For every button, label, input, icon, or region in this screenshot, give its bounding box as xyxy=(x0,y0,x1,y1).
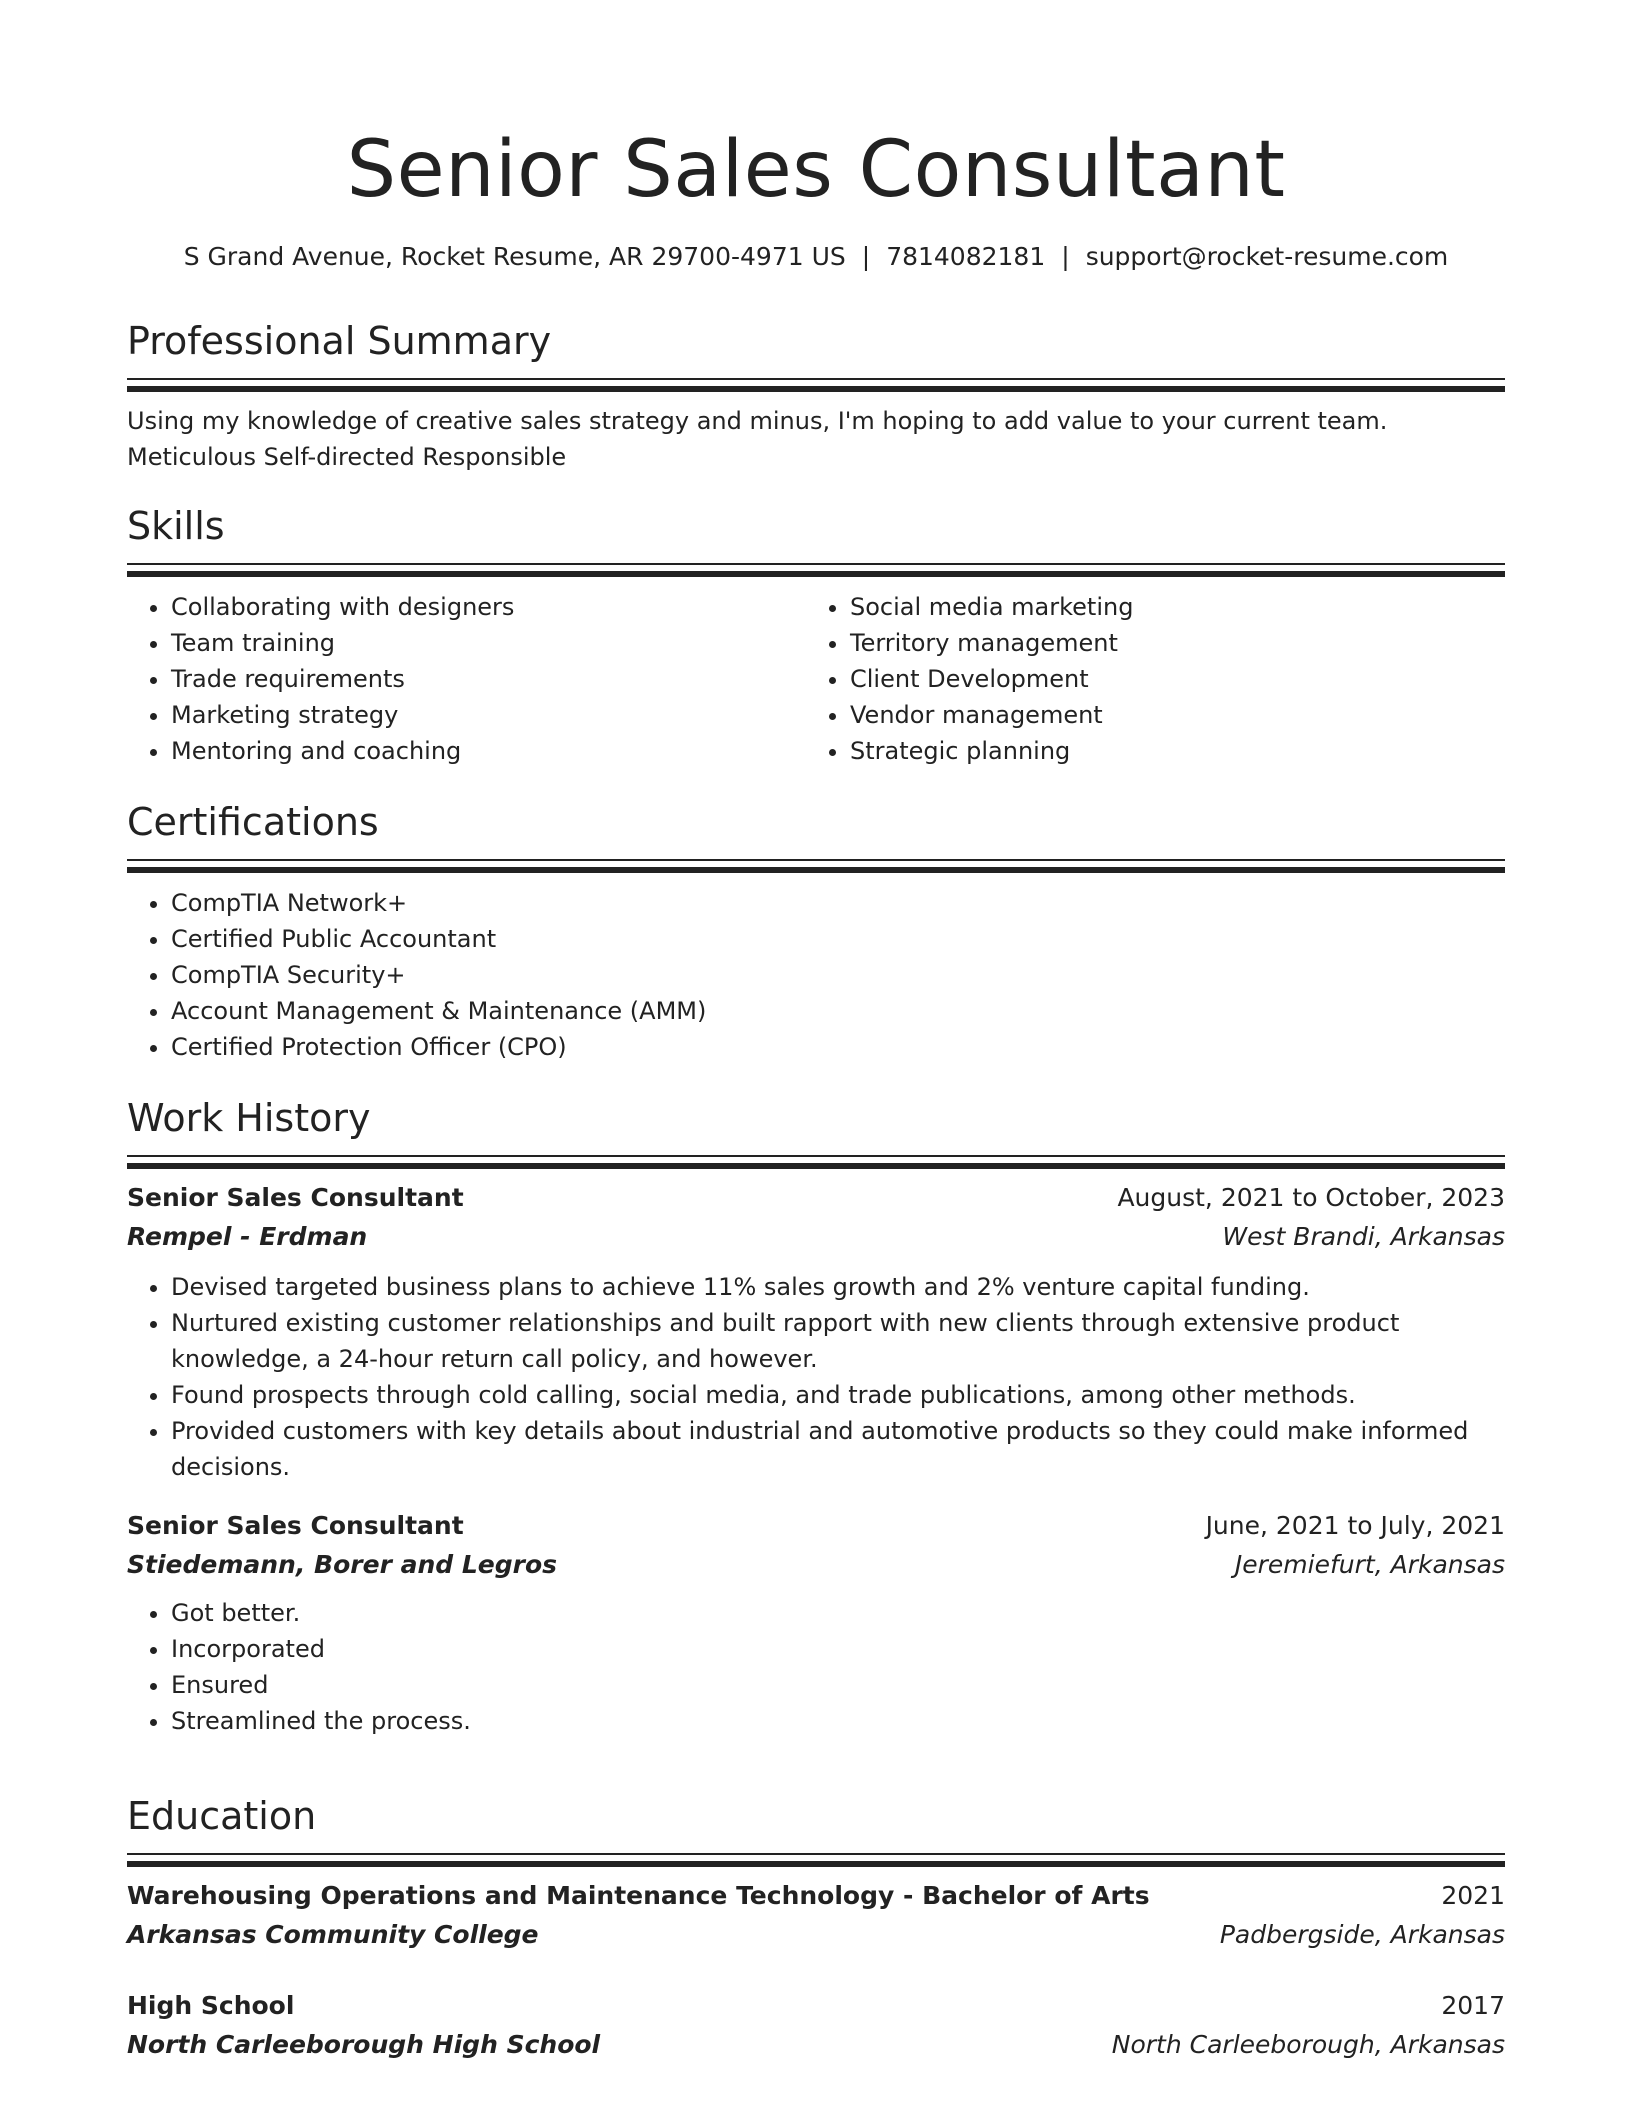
job-entry xyxy=(127,1507,1505,1739)
skill-item: • Marketing strategy xyxy=(171,697,806,733)
job-bullet: • Devised targeted business plans to achieve 11% sales growth and 2% venture capital funding. xyxy=(171,1269,1505,1305)
skill-item: • Vendor management xyxy=(850,697,1485,733)
section-divider xyxy=(127,563,1505,565)
job-bullets xyxy=(127,1269,1505,1485)
contact-address: S Grand Avenue, Rocket Resume, AR 29700-4971 US xyxy=(183,242,846,271)
section-divider xyxy=(127,386,1505,392)
certification-item: • Certified Protection Officer (CPO) xyxy=(171,1029,1505,1065)
contact-phone[interactable]: 7814082181 xyxy=(886,242,1046,271)
certification-item: • Certified Public Accountant xyxy=(171,921,1505,957)
job-location: Jeremiefurt, Arkansas xyxy=(1234,1550,1505,1579)
job-bullet: • Streamlined the process. xyxy=(171,1703,1505,1739)
contact-separator: | xyxy=(861,242,871,271)
section-title-summary: Professional Summary xyxy=(127,319,552,363)
job-bullet: • Nurtured existing customer relationships and built rapport with new clients through extensive product knowledge, a 24-hour return call policy, and however. xyxy=(171,1305,1505,1377)
skill-item: • Client Development xyxy=(850,661,1485,697)
certification-item: • Account Management & Maintenance (AMM) xyxy=(171,993,1505,1029)
job-location: West Brandi, Arkansas xyxy=(1222,1222,1505,1251)
job-entry xyxy=(127,1179,1505,1485)
education-entry xyxy=(127,1987,1505,2065)
section-divider xyxy=(127,867,1505,873)
skill-item: • Trade requirements xyxy=(171,661,806,697)
section-divider xyxy=(127,1861,1505,1867)
education-location: North Carleeborough, Arkansas xyxy=(1111,2030,1505,2059)
education-header-row xyxy=(127,1987,1505,2025)
skill-item: • Team training xyxy=(171,625,806,661)
education-school: Arkansas Community College xyxy=(127,1920,539,1949)
contact-email[interactable]: support@rocket-resume.com xyxy=(1085,242,1449,271)
section-divider xyxy=(127,1155,1505,1157)
education-header-row xyxy=(127,1877,1505,1915)
job-bullet: • Got better. xyxy=(171,1595,1505,1631)
summary-text: Using my knowledge of creative sales strategy and minus, I'm hoping to add value to your current team. Meticulous Self-directed Responsible xyxy=(127,407,1388,471)
job-bullet: • Incorporated xyxy=(171,1631,1505,1667)
section-title-certifications: Certifications xyxy=(127,800,379,844)
education-year: 2017 xyxy=(1441,1991,1505,2020)
education-degree: High School xyxy=(127,1991,295,2020)
job-bullets xyxy=(127,1595,1505,1739)
job-header-row xyxy=(127,1507,1505,1545)
contact-separator: | xyxy=(1061,242,1070,271)
education-subheader-row xyxy=(127,1915,1505,1955)
job-company: Rempel - Erdman xyxy=(127,1222,368,1251)
certifications-list xyxy=(127,885,1505,1065)
education-school: North Carleeborough High School xyxy=(127,2030,601,2059)
skills-section xyxy=(127,500,1505,769)
education-subheader-row xyxy=(127,2025,1505,2065)
education-entry xyxy=(127,1877,1505,1955)
skill-item: • Strategic planning xyxy=(850,733,1485,769)
education-degree: Warehousing Operations and Maintenance Technology - Bachelor of Arts xyxy=(127,1881,1150,1910)
education-location: Padbergside, Arkansas xyxy=(1219,1920,1505,1949)
skill-item: • Territory management xyxy=(850,625,1485,661)
certification-item: • CompTIA Network+ xyxy=(171,885,1505,921)
resume-name: Senior Sales Consultant xyxy=(346,125,1286,215)
section-divider xyxy=(127,859,1505,861)
job-company: Stiedemann, Borer and Legros xyxy=(127,1550,558,1579)
job-dates: August, 2021 to October, 2023 xyxy=(1117,1183,1505,1212)
skill-item: • Collaborating with designers xyxy=(171,589,806,625)
section-divider xyxy=(127,1163,1505,1169)
job-bullet: • Provided customers with key details about industrial and automotive products so they could make informed decisions. xyxy=(171,1413,1505,1485)
job-subheader-row xyxy=(127,1545,1505,1585)
job-title: Senior Sales Consultant xyxy=(127,1511,464,1540)
job-header-row xyxy=(127,1179,1505,1217)
section-title-education: Education xyxy=(127,1794,317,1838)
skill-item: • Social media marketing xyxy=(850,589,1485,625)
job-bullet: • Found prospects through cold calling, social media, and trade publications, among other methods. xyxy=(171,1377,1505,1413)
job-subheader-row xyxy=(127,1217,1505,1257)
certification-item: • CompTIA Security+ xyxy=(171,957,1505,993)
section-title-skills: Skills xyxy=(127,504,225,548)
skills-column-left xyxy=(127,589,806,769)
section-divider xyxy=(127,1853,1505,1855)
contact-line xyxy=(127,239,1505,275)
education-section xyxy=(127,1790,1505,2065)
job-title: Senior Sales Consultant xyxy=(127,1183,464,1212)
skill-item: • Mentoring and coaching xyxy=(171,733,806,769)
summary-section xyxy=(127,315,1505,475)
skills-column-right xyxy=(806,589,1485,769)
skills-columns xyxy=(127,589,1505,769)
certifications-section xyxy=(127,796,1505,1065)
section-divider xyxy=(127,571,1505,577)
job-dates: June, 2021 to July, 2021 xyxy=(1205,1511,1505,1540)
job-bullet: • Ensured xyxy=(171,1667,1505,1703)
section-divider xyxy=(127,378,1505,380)
section-title-work-history: Work History xyxy=(127,1096,371,1140)
work-history-section xyxy=(127,1092,1505,1739)
education-year: 2021 xyxy=(1441,1881,1505,1910)
